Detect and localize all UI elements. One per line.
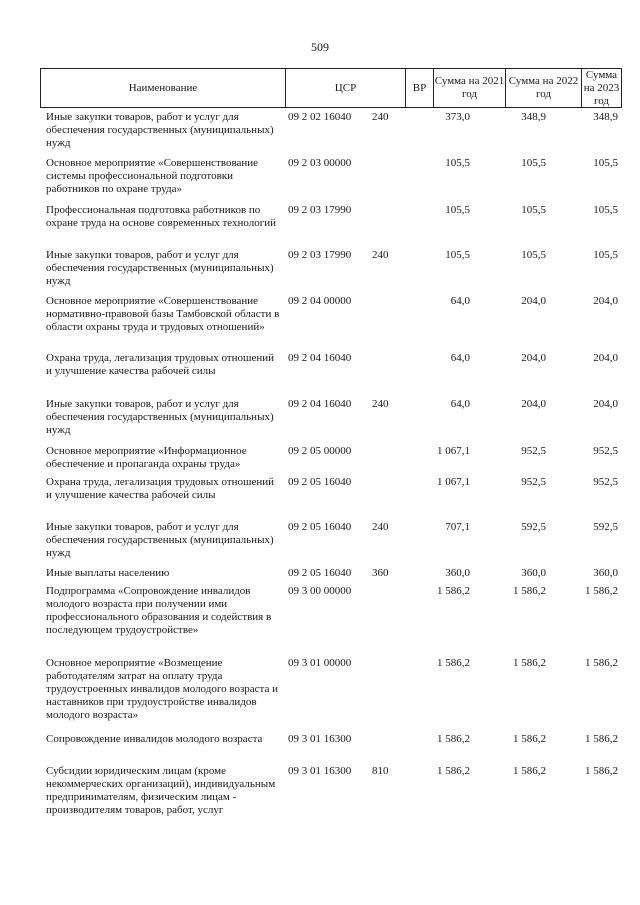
row-sum-2022: 105,5 [521, 157, 546, 169]
row-vr: 240 [372, 111, 389, 123]
row-sum-2022: 105,5 [521, 249, 546, 261]
row-csr: 09 2 03 17990 [288, 204, 352, 216]
row-csr: 09 2 04 16040 [288, 398, 352, 410]
row-sum-2023: 1 586,2 [585, 765, 618, 777]
row-name: Сопровождение инвалидов молодого возраста [46, 733, 263, 745]
row-csr: 09 2 05 16040 [288, 476, 352, 488]
row-sum-2023: 1 586,2 [585, 585, 618, 597]
row-csr: 09 2 03 17990 [288, 249, 352, 261]
row-sum-2021: 1 586,2 [437, 765, 470, 777]
row-sum-2023: 105,5 [593, 204, 618, 216]
row-sum-2022: 592,5 [521, 521, 546, 533]
row-vr: 240 [372, 521, 389, 533]
row-name: Иные закупки товаров, работ и услуг для обеспечения государственных (муниципальных) нужд [46, 249, 274, 287]
row-sum-2021: 1 067,1 [437, 476, 470, 488]
row-sum-2022: 952,5 [521, 445, 546, 457]
row-name: Основное мероприятие «Совершенствование нормативно-правовой базы Тамбовской области в области охраны труда и трудовых отношений» [46, 295, 280, 333]
row-name: Субсидии юридическим лицам (кроме некоммерческих организаций), индивидуальным предпринимателям, физическим лицам - производителям товаров, работ, услуг [46, 765, 276, 816]
row-sum-2021: 360,0 [445, 567, 470, 579]
row-sum-2022: 204,0 [521, 352, 546, 364]
row-sum-2021: 64,0 [450, 295, 470, 307]
row-name: Основное мероприятие «Совершенствование системы профессиональной подготовки работников по охране труда» [46, 157, 259, 195]
row-sum-2023: 360,0 [593, 567, 618, 579]
row-sum-2021: 373,0 [445, 111, 470, 123]
row-sum-2022: 1 586,2 [513, 733, 546, 745]
row-name: Иные закупки товаров, работ и услуг для обеспечения государственных (муниципальных) нужд [46, 398, 274, 436]
row-sum-2022: 1 586,2 [513, 657, 546, 669]
row-sum-2022: 360,0 [521, 567, 546, 579]
row-sum-2022: 105,5 [521, 204, 546, 216]
row-csr: 09 2 04 00000 [288, 295, 352, 307]
header-vr: ВР [405, 69, 433, 107]
row-sum-2021: 64,0 [450, 398, 470, 410]
row-sum-2023: 592,5 [593, 521, 618, 533]
header-csr: ЦСР [285, 69, 405, 107]
row-sum-2023: 952,5 [593, 445, 618, 457]
table-header [40, 68, 622, 108]
row-name: Охрана труда, легализация трудовых отношений и улучшение качества рабочей силы [46, 352, 275, 377]
row-sum-2021: 105,5 [445, 204, 470, 216]
row-sum-2022: 1 586,2 [513, 765, 546, 777]
header-name: Наименование [40, 69, 285, 107]
row-name: Иные выплаты населению [46, 567, 170, 579]
row-sum-2023: 204,0 [593, 295, 618, 307]
row-sum-2021: 1 586,2 [437, 657, 470, 669]
row-sum-2021: 105,5 [445, 157, 470, 169]
row-sum-2023: 204,0 [593, 352, 618, 364]
row-sum-2022: 204,0 [521, 295, 546, 307]
row-name: Основное мероприятие «Информационное обеспечение и пропаганда охраны труда» [46, 445, 247, 470]
row-vr: 240 [372, 398, 389, 410]
row-name: Охрана труда, легализация трудовых отношений и улучшение качества рабочей силы [46, 476, 275, 501]
row-sum-2021: 105,5 [445, 249, 470, 261]
row-vr: 810 [372, 765, 389, 777]
row-sum-2021: 1 586,2 [437, 733, 470, 745]
row-sum-2023: 204,0 [593, 398, 618, 410]
row-name: Основное мероприятие «Возмещение работодателям затрат на оплату труда трудоустроенных инвалидов молодого возраста и наставников при трудоустройстве инвалидов молодого возраста» [46, 657, 279, 721]
row-sum-2021: 1 586,2 [437, 585, 470, 597]
row-name: Подпрограмма «Сопровождение инвалидов молодого возраста при получении ими профессионального образования и содействия в последующем трудоустройстве» [46, 585, 272, 636]
row-sum-2023: 348,9 [593, 111, 618, 123]
row-sum-2023: 105,5 [593, 249, 618, 261]
page-number: 509 [311, 40, 329, 54]
header-sum-2021: Сумма на 2021 год [433, 69, 505, 107]
row-csr: 09 2 05 00000 [288, 445, 352, 457]
row-csr: 09 3 00 00000 [288, 585, 352, 597]
row-csr: 09 2 04 16040 [288, 352, 352, 364]
row-csr: 09 2 05 16040 [288, 567, 352, 579]
row-name: Профессиональная подготовка работников по охране труда на основе современных технологий [46, 204, 277, 229]
header-sum-2023: Сумма на 2023 год [581, 69, 622, 107]
row-sum-2022: 204,0 [521, 398, 546, 410]
row-csr: 09 2 02 16040 [288, 111, 352, 123]
row-name: Иные закупки товаров, работ и услуг для обеспечения государственных (муниципальных) нужд [46, 521, 274, 559]
row-csr: 09 2 05 16040 [288, 521, 352, 533]
row-sum-2023: 952,5 [593, 476, 618, 488]
row-sum-2021: 64,0 [450, 352, 470, 364]
row-sum-2022: 1 586,2 [513, 585, 546, 597]
row-sum-2023: 1 586,2 [585, 657, 618, 669]
header-sum-2022: Сумма на 2022 год [505, 69, 581, 107]
row-sum-2021: 1 067,1 [437, 445, 470, 457]
row-csr: 09 2 03 00000 [288, 157, 352, 169]
row-sum-2023: 105,5 [593, 157, 618, 169]
row-csr: 09 3 01 16300 [288, 765, 352, 777]
row-csr: 09 3 01 16300 [288, 733, 352, 745]
row-csr: 09 3 01 00000 [288, 657, 352, 669]
row-vr: 240 [372, 249, 389, 261]
row-vr: 360 [372, 567, 389, 579]
row-sum-2023: 1 586,2 [585, 733, 618, 745]
row-name: Иные закупки товаров, работ и услуг для обеспечения государственных (муниципальных) нужд [46, 111, 274, 149]
row-sum-2021: 707,1 [445, 521, 470, 533]
row-sum-2022: 348,9 [521, 111, 546, 123]
row-sum-2022: 952,5 [521, 476, 546, 488]
